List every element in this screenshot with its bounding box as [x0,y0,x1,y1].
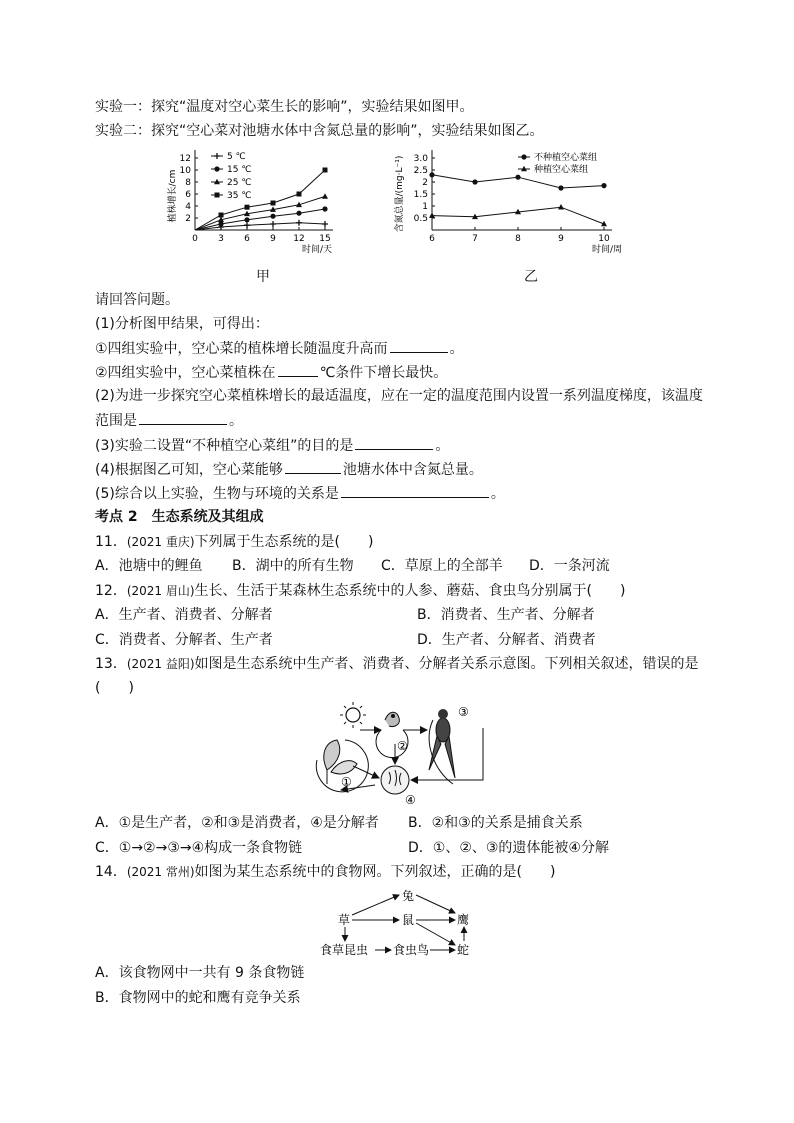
q10-p2b-post: 。 [229,413,243,429]
label-1: ① [341,775,352,789]
data-point [601,183,606,188]
q14-number: 14． [95,864,127,880]
y-tick-label: 2.5 [413,166,428,176]
q10-p3-post: 。 [435,438,450,454]
answer-blank[interactable] [139,410,227,425]
q11-source: (2021 重庆) [126,535,195,549]
q12-option-c[interactable]: C．消费者、分解者、生产者 [95,632,273,648]
x-tick-label: 3 [218,234,224,244]
data-point [558,185,563,190]
q10-p1a [95,338,464,359]
decomposer-icon [381,766,409,794]
data-point [244,222,250,228]
data-point [271,201,276,206]
y-tick-label: 4 [185,202,191,212]
x-tick-label: 12 [293,234,305,244]
swallow-icon [429,709,455,778]
q11-option-c[interactable]: C．草原上的全部羊 [381,558,503,574]
q10-p2b [95,410,243,431]
data-point [218,221,223,226]
q11-option-a[interactable]: A．池塘中的鲤鱼 [95,558,203,574]
legend-label: 35 ℃ [227,191,252,201]
q10-p1b-pre: ②四组实验中，空心菜植株在 [95,365,276,381]
q10-p5-pre: (5)综合以上实验，生物与环境的关系是 [95,486,339,502]
legend-label: 25 ℃ [227,178,252,188]
data-point [270,221,276,227]
chart-yi [392,148,637,263]
x-tick-label: 0 [192,234,198,244]
y-tick-label: 1.5 [413,190,428,200]
x-tick-label: 7 [472,234,478,244]
q12-stem [95,581,625,601]
legend-label: 15 ℃ [227,165,252,175]
q13-option-d[interactable]: D．①、②、③的遗体能被④分解 [408,840,609,856]
q13-option-b[interactable]: B．②和③的关系是捕食关系 [408,815,583,831]
q12-option-d[interactable]: D．生产者、分解者、消费者 [417,632,596,648]
answer-blank[interactable] [278,362,318,377]
section-heading: 考点 2 生态系统及其组成 [95,509,264,525]
legend-marker [214,166,219,171]
legend-marker [214,153,220,159]
data-point [515,175,520,180]
x-tick-label: 9 [270,234,276,244]
series-line [195,170,325,230]
q10-p1: (1)分析图甲结果，可得出： [95,316,269,332]
legend-label: 不种植空心菜组 [534,153,598,163]
data-point [322,193,328,199]
q12-number: 12． [95,583,127,599]
y-tick-label: 2 [422,178,428,188]
node-hawk: 鹰 [457,913,470,927]
q13-stem [95,654,699,674]
y-tick-label: 10 [179,166,191,176]
q12-text: 生长、生活于某森林生态系统中的人参、蘑菇、食虫鸟分别属于( ) [194,583,626,599]
x-tick-label: 6 [429,234,435,244]
data-point [244,217,249,222]
y-tick-label: 3.0 [413,154,428,164]
series-line [195,223,325,230]
food-web-diagram [315,883,485,958]
chart-jia-label: 甲 [256,269,270,285]
chart-jia [165,148,345,263]
q14-text: 如图为某生态系统中的食物网。下列叙述，正确的是( ) [194,864,556,880]
q14-option-a[interactable]: A．该食物网中一共有 9 条食物链 [95,965,305,981]
node-bird: 食虫鸟 [393,943,430,957]
data-point [323,168,328,173]
y-tick-label: 8 [185,178,191,188]
data-point [429,172,434,177]
caterpillar-icon [385,712,399,726]
label-3: ③ [458,705,469,719]
x-tick-label: 15 [319,234,331,244]
y-tick-label: 6 [185,190,191,200]
q10-p3 [95,435,449,456]
q10-p1a-pre: ①四组实验中，空心菜的植株增长随温度升高而 [95,341,388,357]
node-mouse: 鼠 [402,913,415,927]
data-point [558,204,564,210]
x-tick-label: 9 [558,234,564,244]
q14-source: (2021 常州) [126,865,195,879]
q10-p2b-pre: 范围是 [95,413,137,429]
data-point [296,220,302,226]
q10-p1b-post: ℃条件下增长最快。 [319,365,448,381]
q10-p4-pre: (4)根据图乙可知，空心菜能够 [95,462,283,478]
x-tick-label: 8 [515,234,521,244]
x-axis-label: 时间/天 [301,245,333,255]
x-axis-label: 时间/周 [591,245,623,255]
q14-option-b[interactable]: B．食物网中的蛇和鹰有竞争关系 [95,990,301,1006]
ecosystem-diagram [305,700,500,805]
data-point [297,192,302,197]
q12-option-b[interactable]: B．消费者、生产者、分解者 [417,607,595,623]
q13-option-c[interactable]: C．①→②→③→④构成一条食物链 [95,840,303,856]
q11-option-b[interactable]: B．湖中的所有生物 [232,558,354,574]
node-insect: 食草昆虫 [320,943,369,957]
data-point [429,212,435,218]
y-tick-label: 2 [185,214,191,224]
q13-number: 13． [95,656,127,672]
legend-label: 种植空心菜组 [534,165,589,175]
y-axis-label: 植株增长/cm [168,169,178,223]
data-point [322,206,327,211]
sun-icon [340,702,366,728]
legend-marker [521,154,526,159]
label-4: ④ [405,793,416,805]
data-point [296,211,301,216]
exp1-text: 实验一：探究“温度对空心菜生长的影响”，实验结果如图甲。 [95,99,474,115]
data-point [472,179,477,184]
x-tick-label: 10 [598,234,610,244]
exp2-text: 实验二：探究“空心菜对池塘水体中含氮总量的影响”，实验结果如图乙。 [95,123,544,139]
q10-p5 [95,483,505,504]
q11-stem [95,532,373,552]
q10-ask: 请回答问题。 [95,292,179,308]
y-tick-label: 1 [422,202,428,212]
q14-stem [95,862,555,882]
q10-p5-post: 。 [490,486,505,502]
node-rabbit: 兔 [402,889,415,903]
data-point [245,205,250,210]
q12-option-a[interactable]: A．生产者、消费者、分解者 [95,607,273,623]
q10-p4-post: 池塘水体中含氮总量。 [342,462,483,478]
q12-source: (2021 眉山) [126,584,195,598]
q10-p3-pre: (3)实验二设置“不种植空心菜组”的目的是 [95,438,354,454]
data-point [322,221,328,227]
data-point [219,213,224,218]
answer-blank[interactable] [285,459,341,474]
x-tick-label: 6 [244,234,250,244]
answer-blank[interactable] [341,483,489,498]
q10-p1a-post: 。 [449,341,464,357]
q10-p1b [95,362,447,383]
q13-paren: ( ) [95,680,134,696]
data-point [270,214,275,219]
legend-marker [215,193,220,198]
answer-blank[interactable] [390,338,448,353]
q13-text: 如图是生态系统中生产者、消费者、分解者关系示意图。下列相关叙述，错误的是 [194,656,699,672]
legend-label: 5 ℃ [227,152,246,162]
node-grass: 草 [338,913,351,927]
q13-source: (2021 益阳) [126,657,195,671]
answer-blank[interactable] [355,435,433,450]
q11-option-d[interactable]: D．一条河流 [529,558,610,574]
q11-number: 11． [95,534,127,550]
label-2: ② [397,739,408,753]
y-tick-label: 12 [179,154,191,164]
y-tick-label: 0.5 [413,214,428,224]
q10-p4 [95,459,483,480]
y-axis-label: 含氮总量/(mg·L⁻¹) [395,155,405,233]
node-snake: 蛇 [457,943,470,957]
q13-option-a[interactable]: A．①是生产者，②和③是消费者，④是分解者 [95,815,379,831]
q11-text: 下列属于生态系统的是( ) [194,534,374,550]
chart-yi-label: 乙 [524,269,538,285]
q10-p2a: (2)为进一步探究空心菜植株增长的最适温度，应在一定的温度范围内设置一系列温度梯度，该温度 [95,388,703,404]
